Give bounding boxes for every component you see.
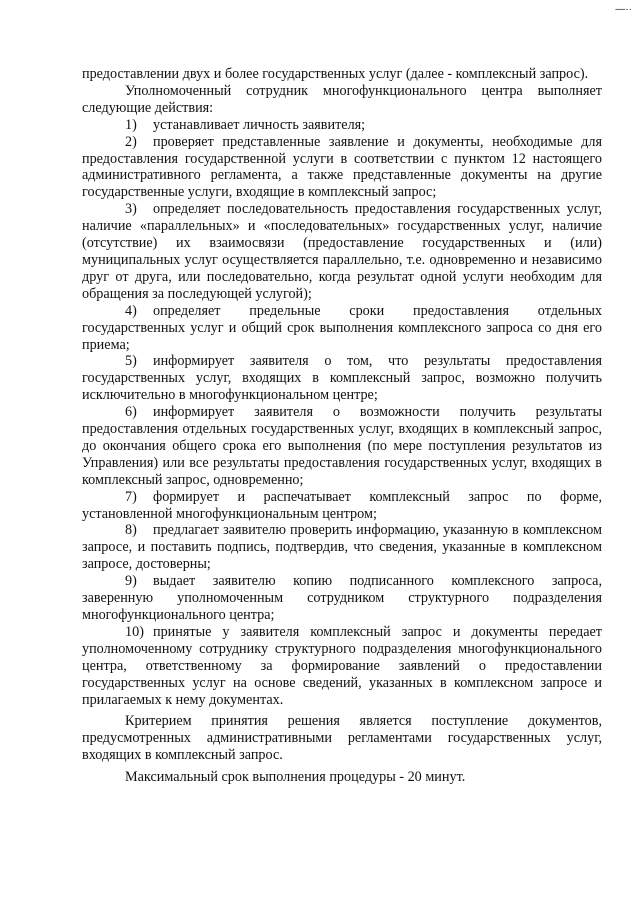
item-number: 6) bbox=[125, 404, 137, 421]
item-number: 9) bbox=[125, 573, 137, 590]
list-item bbox=[82, 522, 602, 573]
item-number: 7) bbox=[125, 488, 137, 505]
list-item bbox=[82, 134, 602, 202]
list-item bbox=[82, 624, 602, 709]
item-number: 8) bbox=[125, 522, 137, 539]
item-text: проверяет представленные заявление и документы, необходимые для предоставления государственной услуги в соответствии с пунктом 12 настоящего административного регламента, а также представленные документы на другие государственные услуги, входящие в комплексный запрос; bbox=[82, 133, 602, 201]
item-text: информирует заявителя о возможности получить результаты предоставления отдельных государственных услуг, входящих в комплексный запрос, до окончания общего срока его выполнения (по мере поступления результатов из Управления) или все результаты предоставления государственных услуг, входящих в комплексный запрос, одновременно; bbox=[82, 404, 602, 488]
corner-mark: —·· bbox=[615, 4, 632, 15]
item-text: предлагает заявителю проверить информацию, указанную в комплексном запросе, и поставить подпись, подтвердив, что сведения, указанные в комплексном запросе, достоверны; bbox=[82, 522, 602, 573]
item-text: выдает заявителю копию подписанного комплексного запроса, заверенную уполномоченным сотрудником структурного подразделения многофункционального центра; bbox=[82, 573, 602, 623]
intro-paragraph: предоставлении двух и более государственных услуг (далее - комплексный запрос). bbox=[82, 66, 589, 82]
list-item bbox=[82, 353, 602, 404]
item-text: определяет последовательность предоставления государственных услуг, наличие «параллельных» и «последовательных» государственных услуг, наличие (отсутствие) их взаимосвязи (предоставление государственных и (или) муниципальных услуг осуществляется параллельно, т.е. одновременно и независимо друг от друга, или последовательно, когда результат одной услуги необходим для обращения за последующей услугой); bbox=[82, 201, 602, 302]
item-text: информирует заявителя о том, что результаты предоставления государственных услуг, входящих в комплексный запрос, возможно получить исключительно в многофункциональном центре; bbox=[82, 353, 602, 404]
item-text: формирует и распечатывает комплексный запрос по форме, установленной многофункциональным центром; bbox=[82, 488, 602, 522]
lead-paragraph: Уполномоченный сотрудник многофункционального центра выполняет следующие действия: bbox=[82, 82, 602, 116]
item-number: 2) bbox=[125, 133, 137, 150]
list-item bbox=[82, 303, 602, 354]
list-item bbox=[82, 489, 602, 523]
item-number: 4) bbox=[125, 302, 137, 319]
list-item bbox=[82, 573, 602, 624]
item-number: 10) bbox=[125, 623, 144, 640]
max-time-paragraph: Максимальный срок выполнения процедуры - 20 минут. bbox=[125, 769, 466, 786]
list-item bbox=[82, 201, 602, 302]
item-number: 3) bbox=[125, 201, 137, 218]
document-body bbox=[82, 66, 602, 786]
item-text: устанавливает личность заявителя; bbox=[153, 116, 366, 133]
item-text: принятые у заявителя комплексный запрос и документы передает уполномоченному сотруднику структурного подразделения многофункционального центра, ответственному за формирование заявлений о предоставлении государственных услуг на основе сведений, указанных в комплексном запросе и прилагаемых к нему документах. bbox=[82, 623, 602, 708]
item-number: 5) bbox=[125, 353, 137, 370]
list-item bbox=[82, 404, 602, 489]
item-number: 1) bbox=[125, 116, 137, 133]
criterion-paragraph: Критерием принятия решения является поступление документов, предусмотренных административными регламентами государственных услуг, входящих в комплексный запрос. bbox=[82, 713, 602, 764]
item-text: определяет предельные сроки предоставления отдельных государственных услуг и общий срок выполнения комплексного запроса со дня его приема; bbox=[82, 302, 602, 353]
list-item bbox=[82, 117, 602, 134]
